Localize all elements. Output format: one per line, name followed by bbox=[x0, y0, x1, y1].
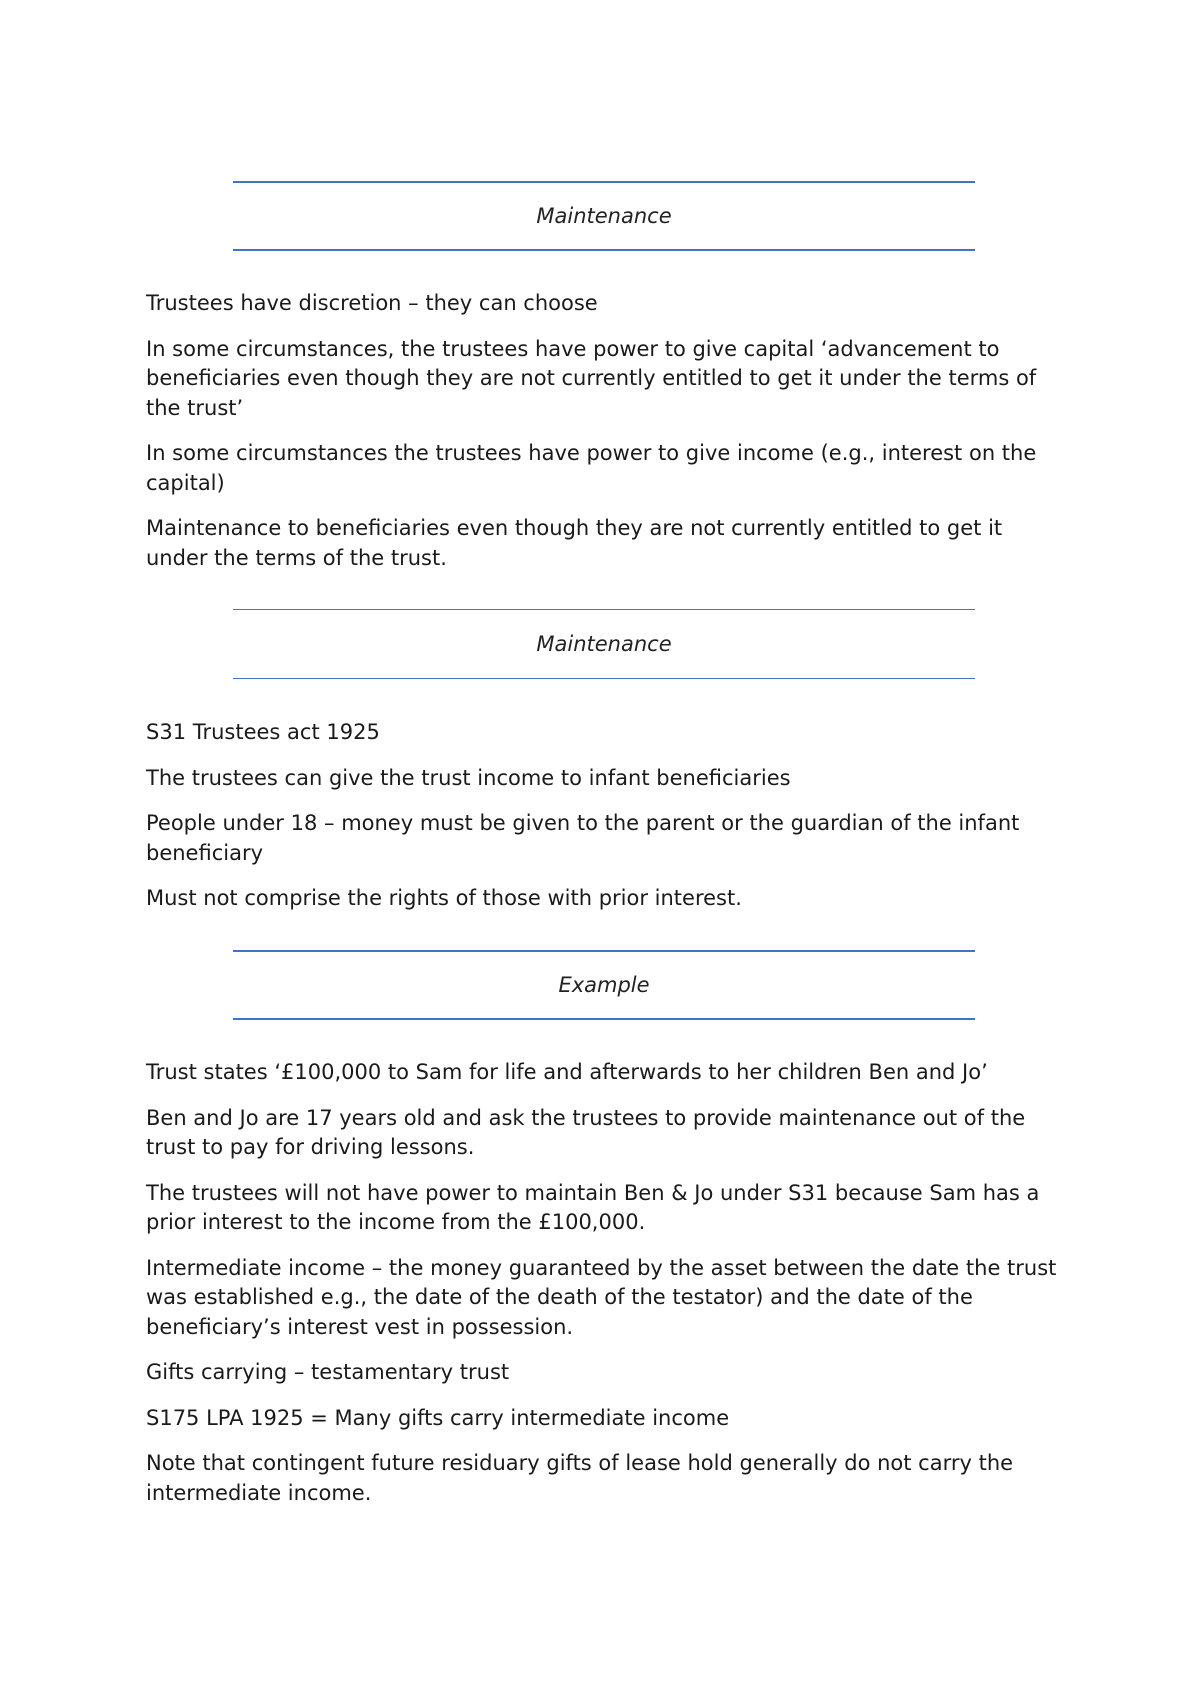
paragraph: Trust states ‘£100,000 to Sam for life and afterwards to her children Ben and Jo’ bbox=[146, 1060, 988, 1084]
section-heading-example bbox=[233, 950, 975, 1020]
section-body-1 bbox=[146, 289, 1066, 589]
paragraph: The trustees can give the trust income to infant beneficiaries bbox=[146, 765, 791, 790]
paragraph: Intermediate income – the money guaranteed by the asset between the date the trust was established e.g., the date of the death of the testator) and the date of the beneficiary’s interest vest in possession. bbox=[146, 1255, 1057, 1339]
paragraph: Maintenance to beneficiaries even though they are not currently entitled to get it under the terms of the trust. bbox=[146, 516, 1003, 570]
section-heading-text: Example bbox=[558, 973, 650, 997]
section-heading-maintenance-1 bbox=[233, 181, 975, 251]
paragraph: In some circumstances the trustees have power to give income (e.g., interest on the capital) bbox=[146, 441, 1037, 495]
section-body-2 bbox=[146, 718, 1066, 930]
section-body-3 bbox=[146, 1058, 1066, 1524]
paragraph: Note that contingent future residuary gifts of lease hold generally do not carry the intermediate income. bbox=[146, 1451, 1014, 1505]
paragraph: Ben and Jo are 17 years old and ask the trustees to provide maintenance out of the trust to pay for driving lessons. bbox=[146, 1105, 1026, 1159]
paragraph: Gifts carrying – testamentary trust bbox=[146, 1360, 510, 1384]
paragraph: S31 Trustees act 1925 bbox=[146, 720, 380, 744]
paragraph: Trustees have discretion – they can choose bbox=[146, 291, 598, 315]
paragraph: S175 LPA 1925 = Many gifts carry intermediate income bbox=[146, 1405, 730, 1430]
paragraph: The trustees will not have power to maintain Ben & Jo under S31 because Sam has a prior interest to the income from the £100,000. bbox=[146, 1180, 1040, 1234]
paragraph: Must not comprise the rights of those with prior interest. bbox=[146, 886, 742, 910]
paragraph: In some circumstances, the trustees have power to give capital ‘advancement to beneficiaries even though they are not currently entitled to get it under the terms of the trust’ bbox=[146, 336, 1037, 420]
section-heading-text: Maintenance bbox=[536, 204, 672, 228]
paragraph: People under 18 – money must be given to the parent or the guardian of the infant beneficiary bbox=[146, 811, 1020, 865]
section-heading-text: Maintenance bbox=[536, 632, 672, 656]
section-heading-maintenance-2 bbox=[233, 609, 975, 679]
